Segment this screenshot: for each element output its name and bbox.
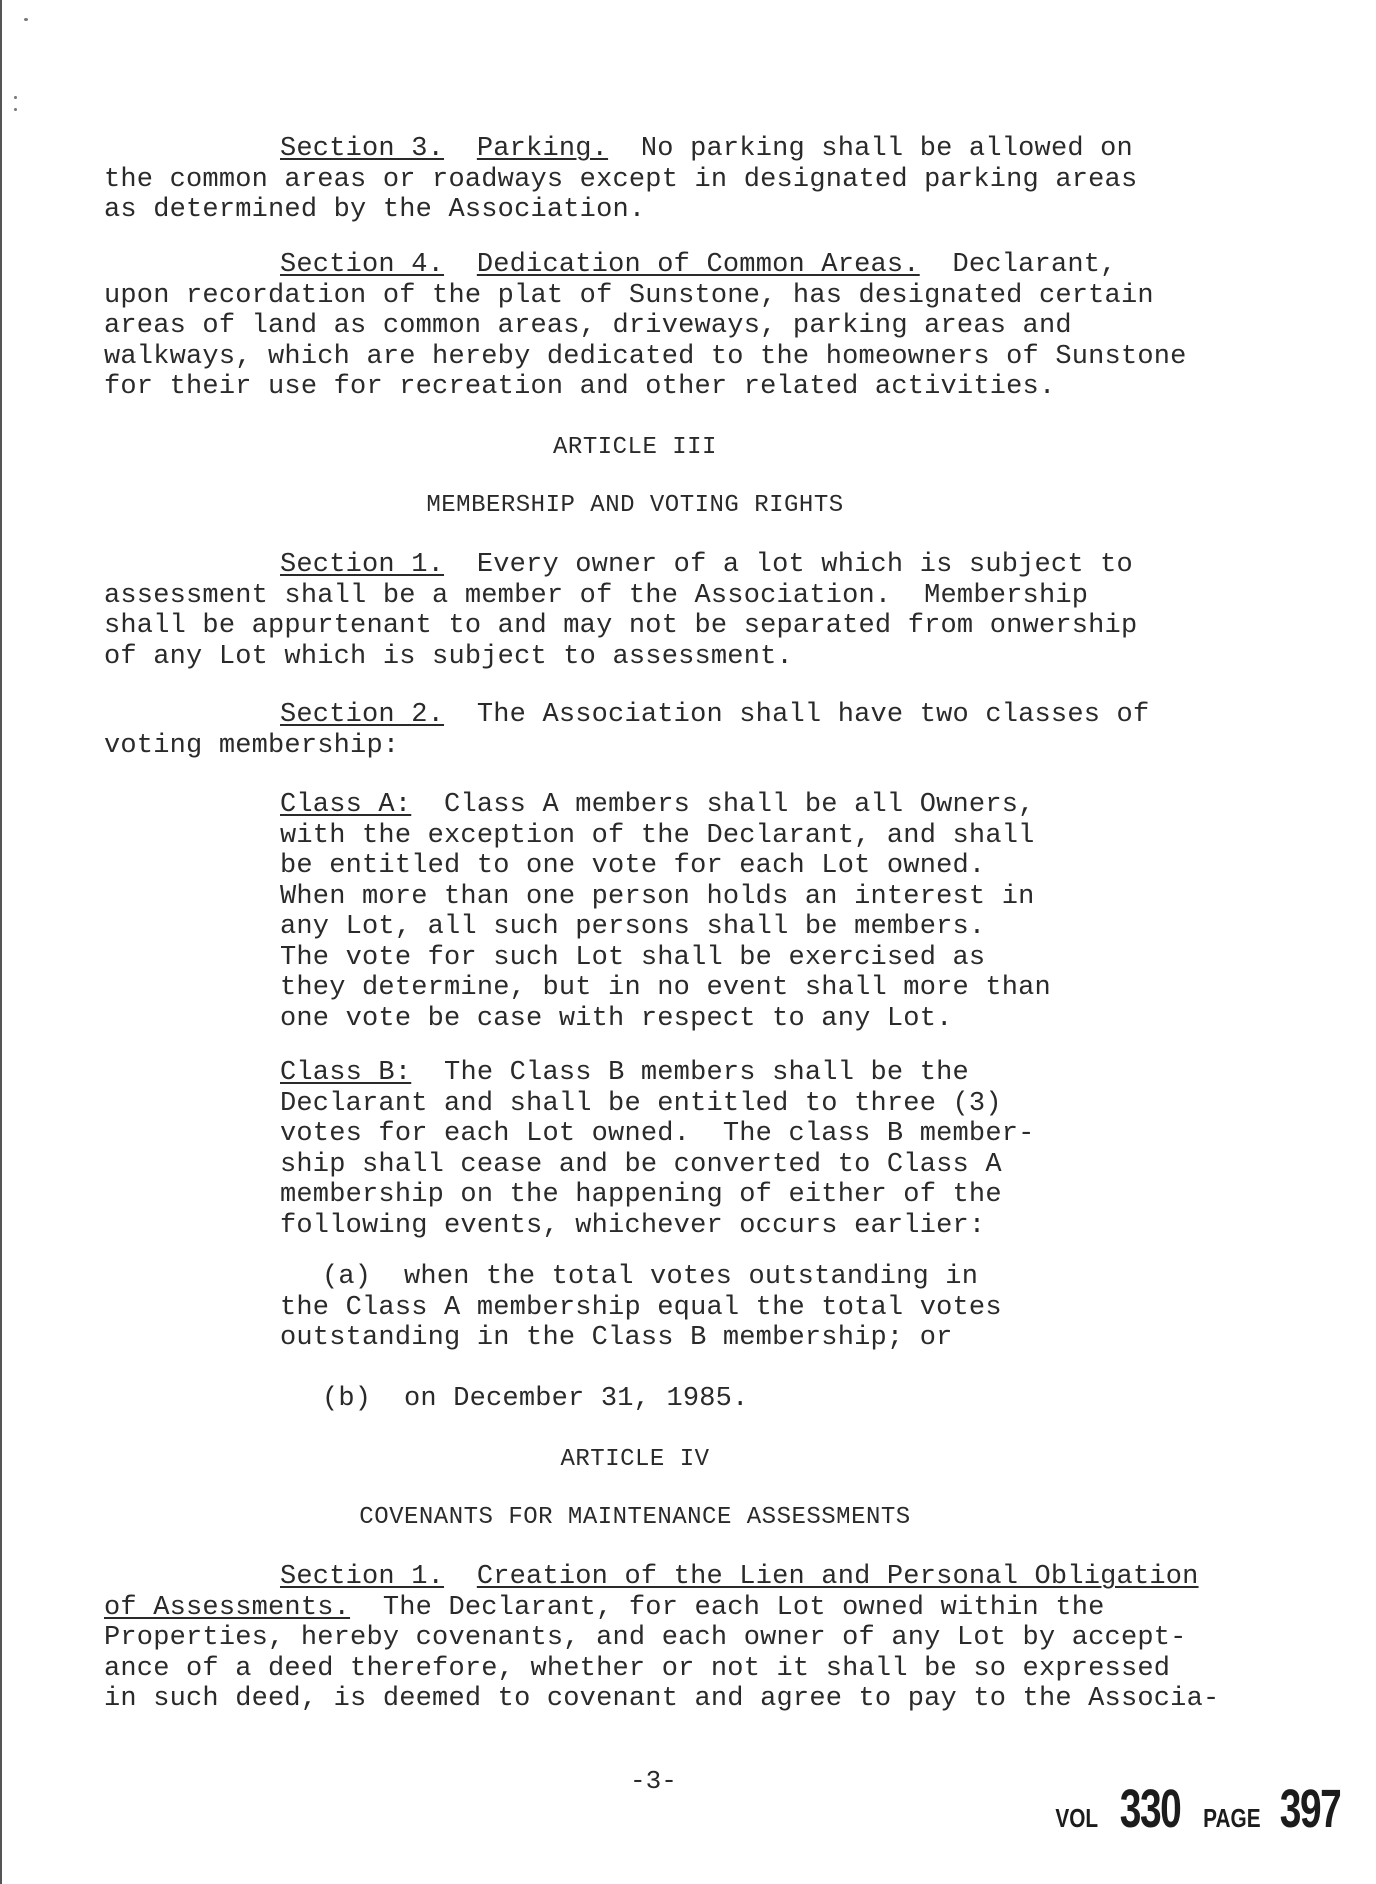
section-4-line: for their use for recreation and other related activities. xyxy=(104,372,1056,402)
article-3-section-2-heading: Section 2. xyxy=(280,700,445,730)
article-4-title: ARTICLE IV xyxy=(560,1446,710,1473)
article-3-section-1-heading: Section 1. xyxy=(280,550,445,580)
article-3-title: ARTICLE III xyxy=(553,434,717,461)
page-number-stamp: 397 xyxy=(1280,1779,1341,1839)
section-4-line: upon recordation of the plat of Sunstone, has designated certain xyxy=(104,280,1154,311)
item-a-paragraph: (a) when the total votes outstanding in the Class A membership equal the total votes outstanding in the Class B membership; or xyxy=(280,1262,1002,1353)
class-a-paragraph: Class A: Class A members shall be all Owners, with the exception of the Declarant, and shall be entitled to one vote for each Lot owned. When more than one person holds an interest in any Lot, all such persons shall be members. The vote for such Lot shall be exercised as they determine, but in no event shall more than one vote be case with respect to any Lot. xyxy=(280,790,1051,1034)
section-3-line: the common areas or roadways except in designated parking areas xyxy=(104,164,1138,195)
section-3-line: as determined by the Association. xyxy=(104,195,646,225)
section-4-paragraph: Section 4. Dedication of Common Areas. Declarant, upon recordation of the plat of Sunstone, has designated certain areas of land as common areas, driveways, parking areas and walkways, which are hereby dedicated to the homeowners of Sunstone for their use for recreation and other related activities. xyxy=(104,250,1187,402)
article-4-section-1: Section 1. Creation of the Lien and Personal Obligation of Assessments. The Declarant, for each Lot owned within the Properties, hereby covenants, and each owner of any Lot by accept- ance of a deed therefore, whether or not it shall be so expressed in such deed, is deemed to covenant and agree to pay to the Associa- xyxy=(104,1562,1220,1714)
vol-number: 330 xyxy=(1119,1779,1181,1839)
section-4-title: Dedication of Common Areas. xyxy=(476,250,920,280)
class-a-label: Class A: xyxy=(280,790,412,820)
article-3-section-2: Section 2. The Association shall have two classes of voting membership: xyxy=(104,700,1150,761)
volume-page-stamp xyxy=(1050,1778,1352,1840)
article-3-section-1: Section 1. Every owner of a lot which is subject to assessment shall be a member of the Association. Membership shall be appurtenant to and may not be separated from onwership of any Lot which is subject to assessment. xyxy=(104,550,1138,672)
article-4-subtitle: COVENANTS FOR MAINTENANCE ASSESSMENTS xyxy=(359,1504,911,1531)
section-3-heading: Section 3. xyxy=(280,134,445,164)
section-3-title: Parking. xyxy=(476,134,609,164)
class-b-paragraph: Class B: The Class B members shall be the Declarant and shall be entitled to three (3) votes for each Lot owned. The class B member- ship shall cease and be converted to Class A membership on the happening of either of the following events, whichever occurs earlier: xyxy=(280,1058,1035,1241)
class-b-label: Class B: xyxy=(280,1058,412,1088)
page-label: PAGE xyxy=(1203,1803,1262,1833)
section-4-line: walkways, which are hereby dedicated to the homeowners of Sunstone xyxy=(104,341,1187,372)
article-3-subtitle: MEMBERSHIP AND VOTING RIGHTS xyxy=(426,492,844,519)
section-3-paragraph: Section 3. Parking. No parking shall be allowed on the common areas or roadways except in designated parking areas as determined by the Association. xyxy=(104,134,1138,225)
page-number: -3- xyxy=(630,1766,677,1796)
section-4-heading: Section 4. xyxy=(280,250,445,280)
item-b-paragraph: (b) on December 31, 1985. xyxy=(322,1384,749,1414)
article-4-section-1-title: Creation of the Lien and Personal Obligation xyxy=(476,1562,1199,1592)
article-4-section-1-heading: Section 1. xyxy=(280,1562,445,1592)
vol-label: VOL xyxy=(1055,1803,1099,1833)
section-4-line: areas of land as common areas, driveways, parking areas and xyxy=(104,311,1072,341)
